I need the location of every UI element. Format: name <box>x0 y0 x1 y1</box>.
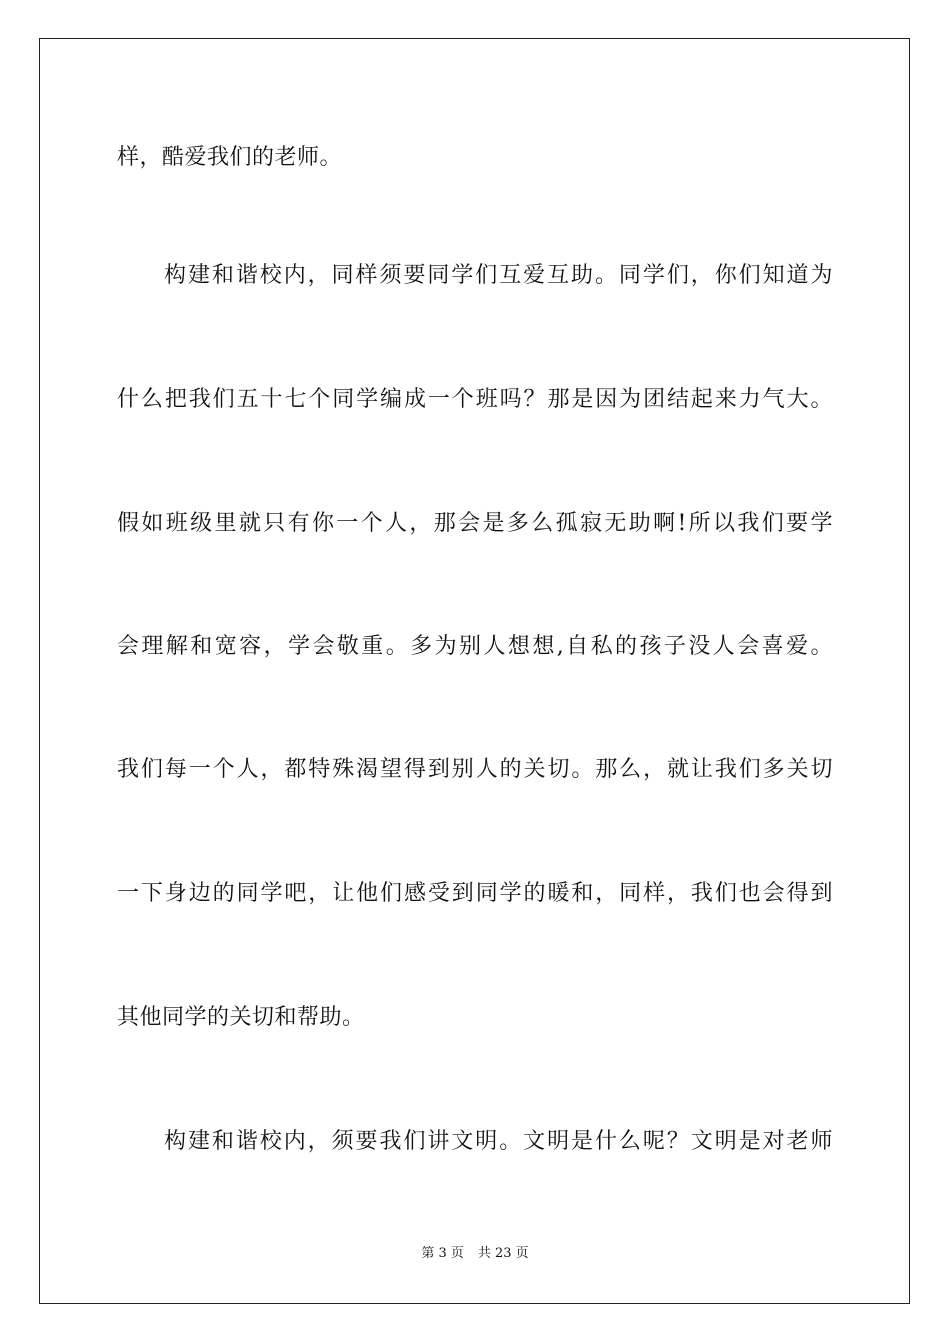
paragraph-line-5: 会理解和宽容，学会敬重。多为别人想想,自私的孩子没人会喜爱。 <box>117 634 833 659</box>
paragraph-line-6: 我们每一个人，都特殊渴望得到别人的关切。那么，就让我们多关切 <box>117 757 833 782</box>
paragraph-line-2: 构建和谐校内，同样须要同学们互爱互助。同学们，你们知道为 <box>164 263 833 288</box>
page-number: 第 3 页 <box>421 1246 464 1261</box>
paragraph-line-9: 构建和谐校内，须要我们讲文明。文明是什么呢？文明是对老师 <box>164 1129 833 1154</box>
paragraph-line-1: 样，酷爱我们的老师。 <box>117 145 343 170</box>
paragraph-line-7: 一下身边的同学吧，让他们感受到同学的暖和，同样，我们也会得到 <box>117 881 833 906</box>
page-total: 共 23 页 <box>477 1246 529 1261</box>
paragraph-line-3: 什么把我们五十七个同学编成一个班吗？那是因为团结起来力气大。 <box>117 387 833 412</box>
page-border <box>39 38 910 1304</box>
page-footer <box>0 1245 950 1263</box>
paragraph-line-8: 其他同学的关切和帮助。 <box>117 1005 365 1030</box>
paragraph-line-4: 假如班级里就只有你一个人，那会是多么孤寂无助啊!所以我们要学 <box>117 511 833 536</box>
